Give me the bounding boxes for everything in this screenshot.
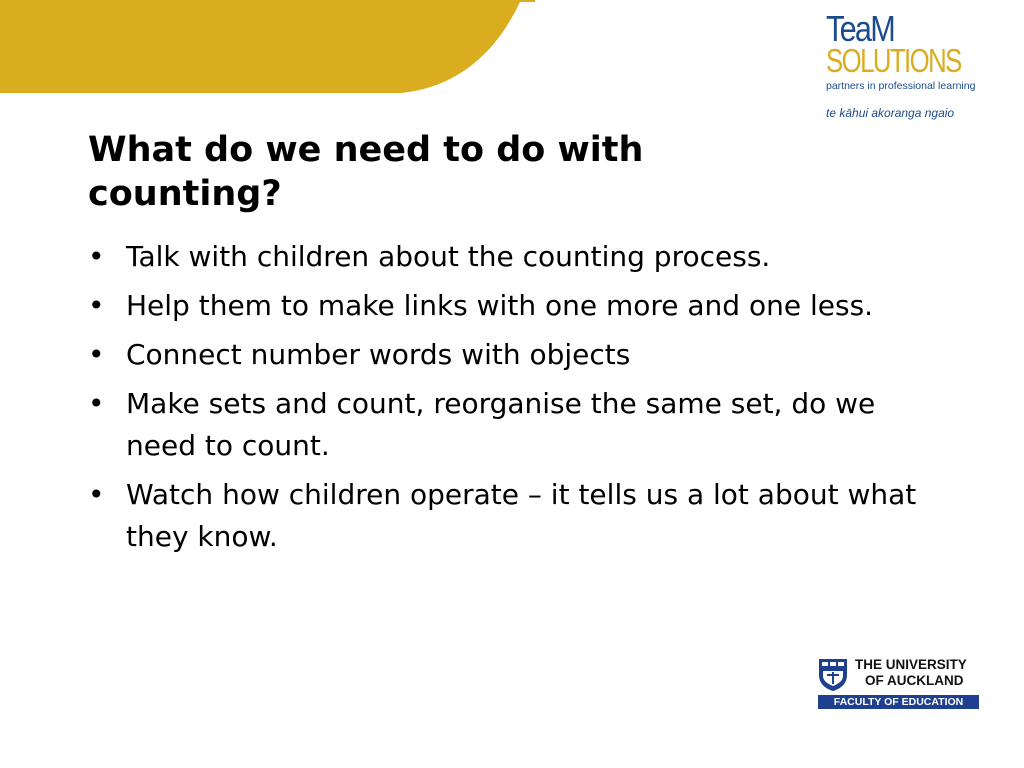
university-name-line2: OF AUCKLAND: [865, 673, 964, 688]
bullet-item: [88, 383, 948, 467]
bullet-dot: •: [88, 338, 105, 371]
university-crest-icon: [818, 658, 848, 692]
bullet-dot: •: [88, 478, 105, 511]
bullet-dot: •: [88, 387, 105, 420]
bullet-text: Connect number words with objects: [126, 338, 631, 371]
faculty-banner: FACULTY OF EDUCATION: [818, 695, 979, 709]
university-name: [855, 657, 967, 689]
logo-solutions-text: SOLUTIONS: [826, 42, 961, 79]
bullet-item: [88, 334, 948, 376]
bullet-dot: •: [88, 240, 105, 273]
slide-title: What do we need to do with counting?: [88, 130, 644, 214]
team-solutions-logo: [826, 8, 996, 120]
bullet-item: [88, 236, 948, 278]
logo-tagline: partners in professional learning: [826, 80, 976, 92]
bullet-list: [88, 236, 948, 565]
bullet-text: Watch how children operate – it tells us a lot about what they know.: [126, 478, 917, 553]
bullet-text: Help them to make links with one more and one less.: [126, 289, 874, 322]
logo-team-text: TeaM: [826, 8, 895, 49]
logo-maori-tagline: te kāhui akoranga ngaio: [826, 106, 955, 120]
bullet-item: [88, 285, 948, 327]
university-of-auckland-logo: [818, 658, 982, 710]
decorative-corner-shape: [0, 0, 540, 94]
university-name-line1: THE UNIVERSITY: [855, 657, 967, 672]
bullet-text: Make sets and count, reorganise the same set, do we need to count.: [126, 387, 876, 462]
bullet-dot: •: [88, 289, 105, 322]
bullet-text: Talk with children about the counting process.: [126, 240, 771, 273]
bullet-item: [88, 474, 948, 558]
